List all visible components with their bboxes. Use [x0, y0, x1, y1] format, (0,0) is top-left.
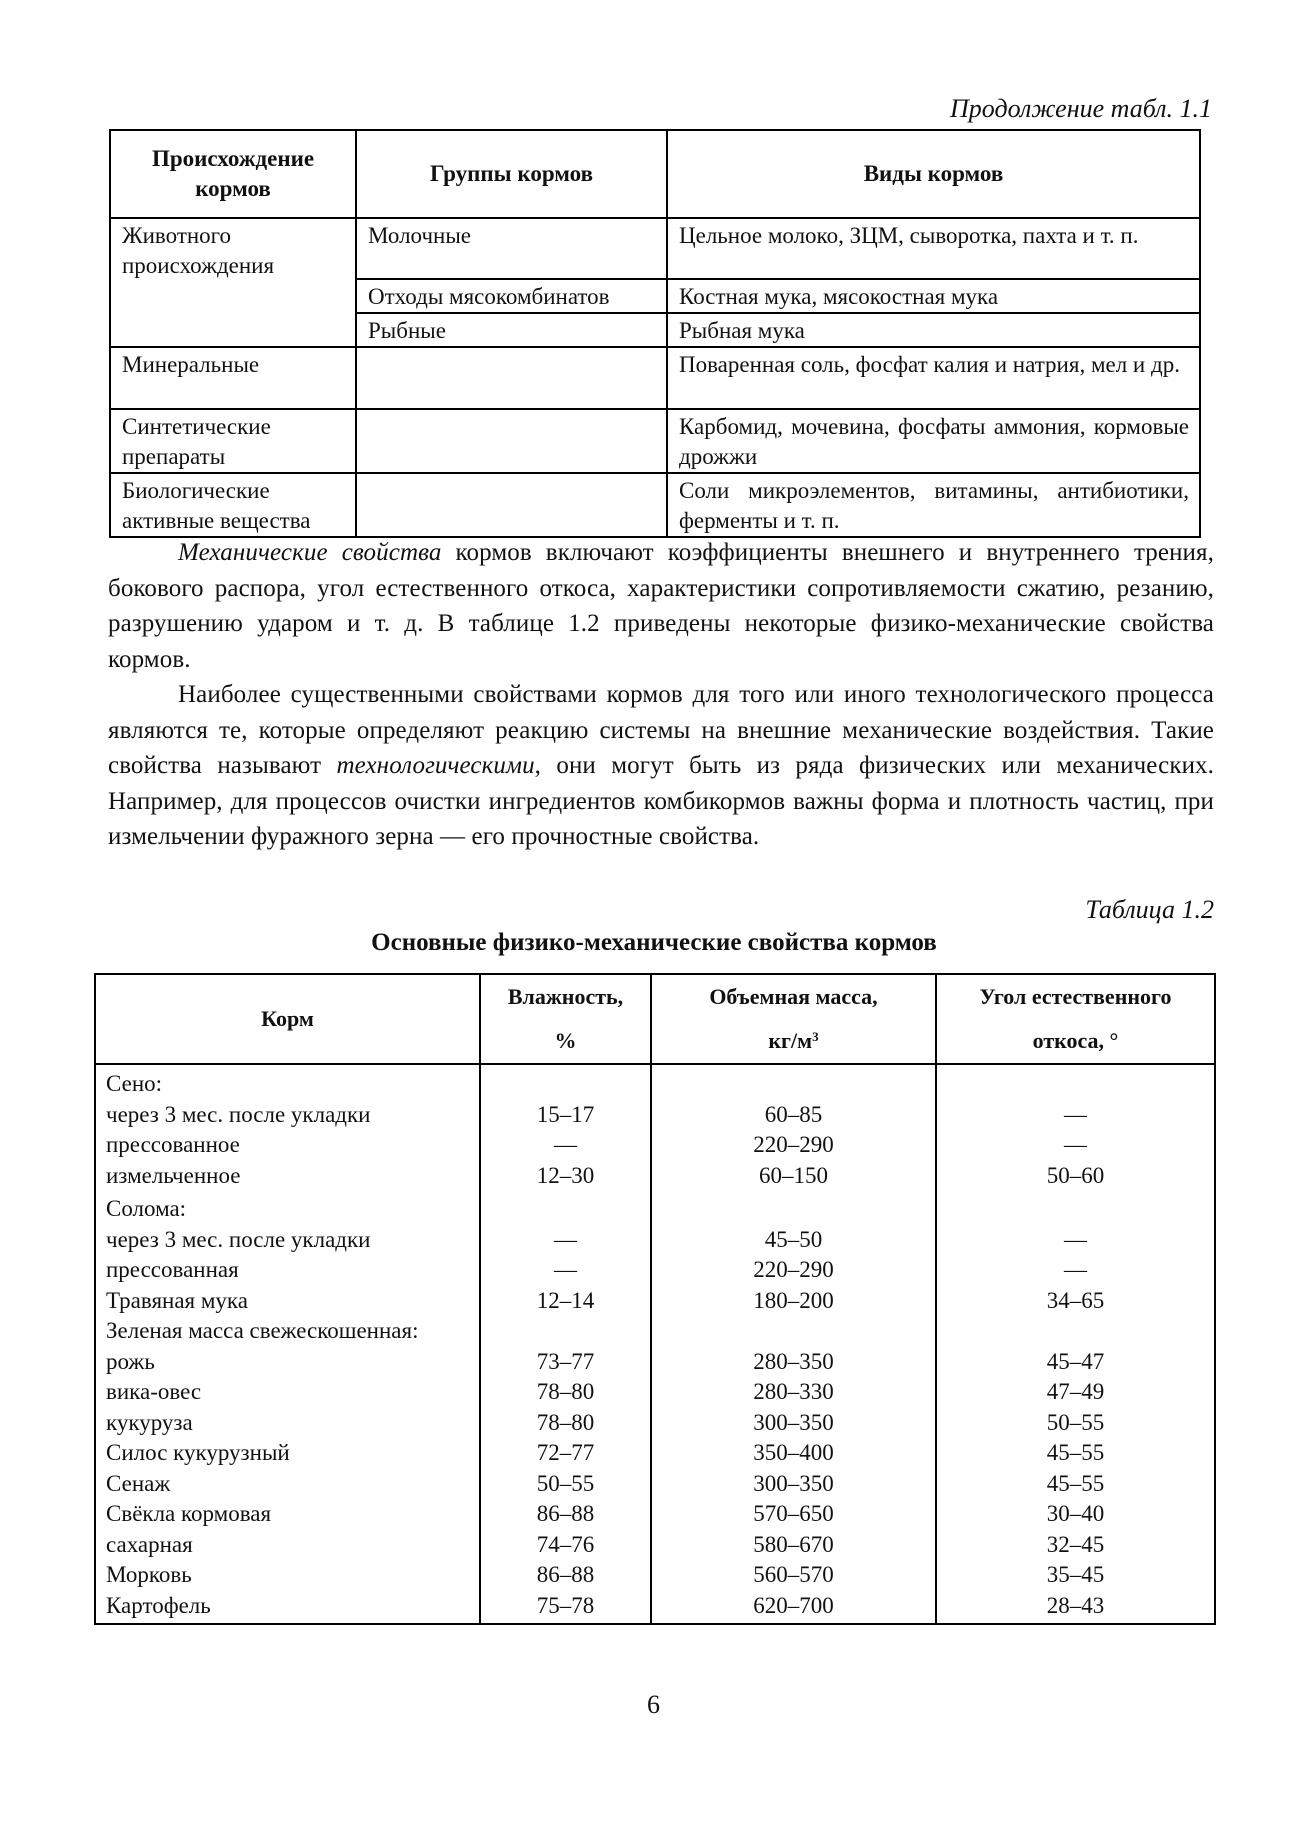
column-header-types: Виды кормов — [667, 130, 1200, 218]
cell-moisture — [480, 1316, 651, 1347]
cell-angle — [936, 1316, 1215, 1347]
table-row — [95, 1100, 1215, 1131]
cell-angle: 35–45 — [936, 1560, 1215, 1591]
italic-term: технологическими — [336, 752, 535, 779]
cell-density: 560–570 — [651, 1560, 936, 1591]
cell-feed: прессованное — [95, 1130, 480, 1161]
table-row — [110, 473, 1200, 537]
physical-mechanical-properties-table — [94, 973, 1216, 1625]
table-row — [95, 1499, 1215, 1530]
table-row — [95, 1438, 1215, 1469]
cell-origin: Биологические активные вещества — [110, 473, 356, 537]
table1-header-row — [110, 130, 1200, 218]
cell-feed: Свёкла кормовая — [95, 1499, 480, 1530]
table2-title: Основные физико-механические свойства кормов — [371, 929, 937, 956]
cell-group: Рыбные — [356, 313, 667, 347]
cell-moisture: 86–88 — [480, 1499, 651, 1530]
header-density-line1: Объемная масса, — [709, 984, 878, 1009]
cell-angle — [936, 1064, 1215, 1100]
page-number: 6 — [647, 1690, 660, 1719]
column-header-origin: Происхождение кормов — [110, 130, 356, 218]
cell-angle: 47–49 — [936, 1377, 1215, 1408]
cell-angle: 32–45 — [936, 1530, 1215, 1561]
cell-feed: вика-овес — [95, 1377, 480, 1408]
cell-density: 620–700 — [651, 1591, 936, 1625]
table2-header-row — [95, 974, 1215, 1064]
cell-feed: Сено: — [95, 1064, 480, 1100]
cell-angle: 28–43 — [936, 1591, 1215, 1625]
table-row — [110, 218, 1200, 279]
cell-feed: рожь — [95, 1347, 480, 1378]
cell-density: 60–150 — [651, 1161, 936, 1192]
cell-density: 220–290 — [651, 1130, 936, 1161]
cell-moisture: 75–78 — [480, 1591, 651, 1625]
cell-feed: через 3 мес. после укладки — [95, 1225, 480, 1256]
column-header-feed: Корм — [95, 974, 480, 1064]
cell-feed: через 3 мес. после укладки — [95, 1100, 480, 1131]
cell-moisture: — — [480, 1225, 651, 1256]
cell-types: Поваренная соль, фосфат калия и натрия, мел и др. — [667, 347, 1200, 409]
table2-label: Таблица 1.2 — [1085, 895, 1214, 924]
cell-origin: Минеральные — [110, 347, 356, 409]
cell-angle: 50–60 — [936, 1161, 1215, 1192]
table-row — [95, 1591, 1215, 1625]
paragraph-text: кормов включают коэффициенты внешнего и внутреннего трения, бокового распора, угол естественного откоса, характеристики сопротивляемости сжатию, резанию, разрушению ударом и т. д. В таблице 1.2 приведены некоторые физико-механические свойства кормов. — [108, 539, 1214, 673]
body-text — [108, 535, 1214, 855]
cell-feed: кукуруза — [95, 1408, 480, 1439]
cell-origin: Животного происхождения — [110, 218, 356, 347]
cell-group — [356, 473, 667, 537]
cell-moisture: 74–76 — [480, 1530, 651, 1561]
header-moisture-line2: % — [554, 1028, 577, 1053]
table-row — [95, 1316, 1215, 1347]
cell-angle: 45–55 — [936, 1469, 1215, 1500]
cell-moisture: 72–77 — [480, 1438, 651, 1469]
cell-feed: Солома: — [95, 1191, 480, 1225]
paragraph-text: , они могут быть из ряда физических или механических. Например, для процессов очистки ингредиентов комбикормов важны форма и плотность частиц, при измельчении фуражного зерна — его прочностные свойства. — [108, 752, 1214, 850]
cell-types: Карбомид, мочевина, фосфаты аммония, кормовые дрожжи — [667, 409, 1200, 473]
cell-angle: 45–47 — [936, 1347, 1215, 1378]
table-row — [95, 1191, 1215, 1225]
cell-feed: Силос кукурузный — [95, 1438, 480, 1469]
italic-term: Механические свойства — [178, 539, 442, 566]
cell-feed: Травяная мука — [95, 1286, 480, 1317]
cell-group — [356, 347, 667, 409]
header-moisture-line1: Влажность, — [507, 984, 624, 1009]
cell-moisture: 12–30 — [480, 1161, 651, 1192]
cell-density: 300–350 — [651, 1469, 936, 1500]
header-density-sup: 3 — [812, 1029, 819, 1044]
header-angle-line2: откоса, ° — [1032, 1028, 1119, 1053]
cell-density: 220–290 — [651, 1255, 936, 1286]
cell-moisture — [480, 1191, 651, 1225]
cell-density: 580–670 — [651, 1530, 936, 1561]
cell-types: Соли микроэлементов, витамины, антибиотики, ферменты и т. п. — [667, 473, 1200, 537]
cell-density: 350–400 — [651, 1438, 936, 1469]
cell-moisture: 78–80 — [480, 1408, 651, 1439]
table-row — [95, 1469, 1215, 1500]
cell-density: 180–200 — [651, 1286, 936, 1317]
cell-moisture: — — [480, 1255, 651, 1286]
table1-continuation-caption: Продолжение табл. 1.1 — [950, 94, 1212, 123]
column-header-angle — [936, 974, 1215, 1064]
table-row — [95, 1347, 1215, 1378]
cell-angle: 45–55 — [936, 1438, 1215, 1469]
cell-feed: Сенаж — [95, 1469, 480, 1500]
cell-density: 570–650 — [651, 1499, 936, 1530]
table-row — [95, 1064, 1215, 1100]
table-row — [95, 1530, 1215, 1561]
table-row — [95, 1225, 1215, 1256]
table-row — [95, 1255, 1215, 1286]
cell-density: 60–85 — [651, 1100, 936, 1131]
cell-moisture: 86–88 — [480, 1560, 651, 1591]
cell-feed: Зеленая масса свежескошенная: — [95, 1316, 480, 1347]
table-row — [110, 409, 1200, 473]
cell-angle: 30–40 — [936, 1499, 1215, 1530]
column-header-groups: Группы кормов — [356, 130, 667, 218]
cell-feed: сахарная — [95, 1530, 480, 1561]
cell-moisture — [480, 1064, 651, 1100]
cell-angle: — — [936, 1225, 1215, 1256]
cell-moisture: 73–77 — [480, 1347, 651, 1378]
cell-moisture: — — [480, 1130, 651, 1161]
cell-angle: — — [936, 1255, 1215, 1286]
cell-density: 45–50 — [651, 1225, 936, 1256]
cell-angle: — — [936, 1130, 1215, 1161]
cell-moisture: 15–17 — [480, 1100, 651, 1131]
cell-angle: 50–55 — [936, 1408, 1215, 1439]
table-row — [95, 1286, 1215, 1317]
cell-group: Отходы мясокомбинатов — [356, 279, 667, 313]
cell-moisture: 12–14 — [480, 1286, 651, 1317]
column-header-density — [651, 974, 936, 1064]
cell-density — [651, 1316, 936, 1347]
cell-density: 280–330 — [651, 1377, 936, 1408]
header-angle-line1: Угол естественного — [979, 984, 1172, 1009]
column-header-moisture — [480, 974, 651, 1064]
cell-moisture: 78–80 — [480, 1377, 651, 1408]
header-density-line2: кг/м — [768, 1028, 813, 1053]
cell-feed: Морковь — [95, 1560, 480, 1591]
cell-density — [651, 1064, 936, 1100]
cell-feed: Картофель — [95, 1591, 480, 1625]
cell-moisture: 50–55 — [480, 1469, 651, 1500]
table-row — [95, 1560, 1215, 1591]
table-row — [95, 1130, 1215, 1161]
cell-group: Молочные — [356, 218, 667, 279]
paragraph-mechanical-properties — [108, 535, 1214, 677]
feed-classification-table — [109, 129, 1201, 538]
table-row — [95, 1408, 1215, 1439]
cell-angle — [936, 1191, 1215, 1225]
cell-group — [356, 409, 667, 473]
cell-density — [651, 1191, 936, 1225]
cell-angle: — — [936, 1100, 1215, 1131]
paragraph-technological-properties — [108, 677, 1214, 855]
cell-angle: 34–65 — [936, 1286, 1215, 1317]
cell-density: 300–350 — [651, 1408, 936, 1439]
cell-density: 280–350 — [651, 1347, 936, 1378]
cell-types: Костная мука, мясокостная мука — [667, 279, 1200, 313]
cell-origin: Синтетические препараты — [110, 409, 356, 473]
cell-types: Цельное молоко, ЗЦМ, сыворотка, пахта и т. п. — [667, 218, 1200, 279]
cell-types: Рыбная мука — [667, 313, 1200, 347]
table-row — [95, 1377, 1215, 1408]
cell-feed: измельченное — [95, 1161, 480, 1192]
table-row — [95, 1161, 1215, 1192]
cell-feed: прессованная — [95, 1255, 480, 1286]
paragraph-text: Наиболее существенными свойствами кормов для того или иного технологического процесса являются те, которые определяют реакцию системы на внешние механические воздействия. Такие свойства называют — [108, 681, 1214, 779]
table-row — [110, 347, 1200, 409]
